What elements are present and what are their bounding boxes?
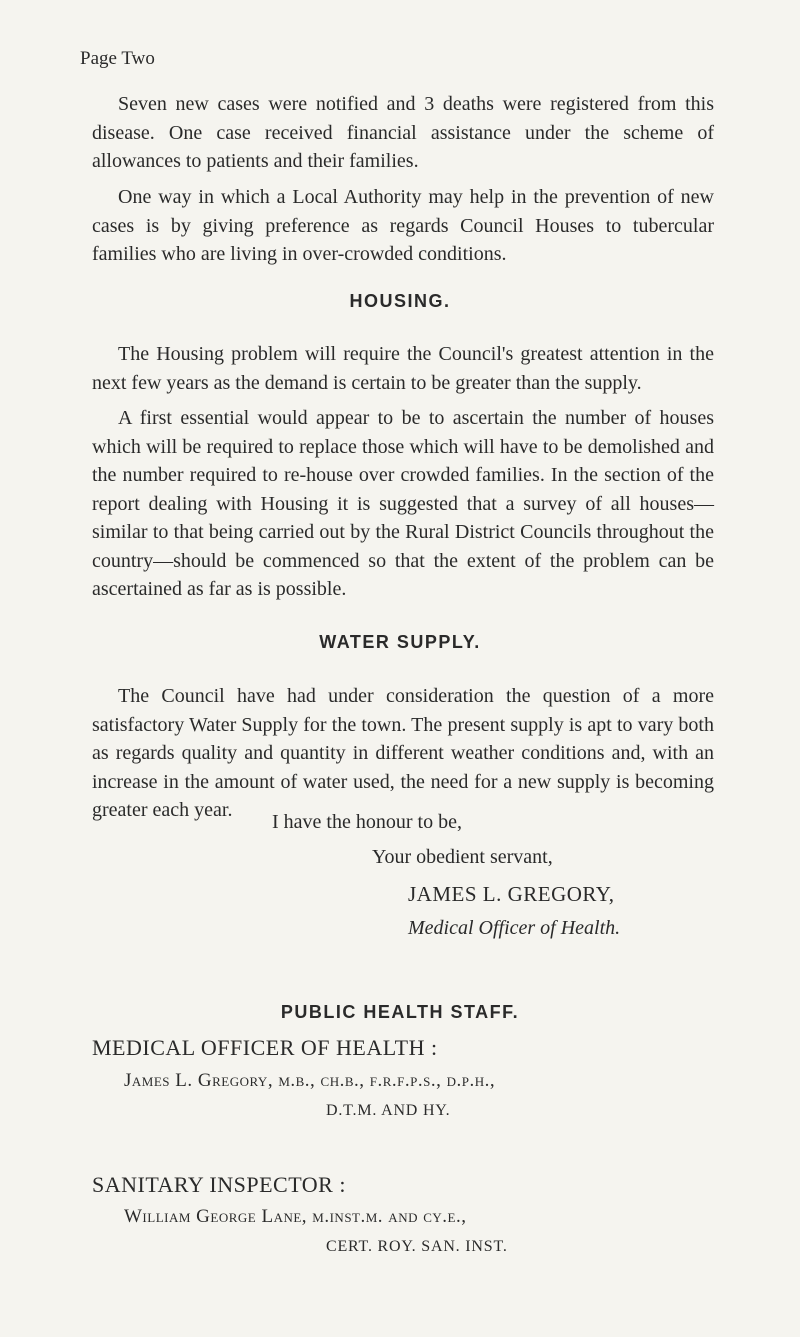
- si-title: SANITARY INSPECTOR :: [92, 1172, 346, 1197]
- page-label: Page Two: [80, 48, 155, 69]
- moh-qualifications: D.T.M. AND HY.: [326, 1102, 451, 1119]
- si-name: William George Lane, m.inst.m. and cy.e.,: [124, 1206, 467, 1227]
- housing-paragraph-1: The Housing problem will require the Council's greatest attention in the next few years as the demand is certain to be greater than the supply.: [92, 343, 714, 394]
- closing-honour: I have the honour to be,: [272, 811, 462, 833]
- signatory-name: JAMES L. GREGORY,: [408, 882, 615, 906]
- housing-paragraph-2: A first essential would appear to be to ascertain the number of houses which will be required to replace those which will have to be demolished and the number required to re-house over crowded families. In the section of the report dealing with Housing it is suggested that a survey of all houses—similar to that being carried out by the Rural District Councils throughout the country—should be commenced so that the extent of the problem can be ascertained as far as is possible.: [92, 407, 714, 600]
- water-supply-heading: WATER SUPPLY.: [319, 632, 481, 652]
- intro-paragraph-1: Seven new cases were notified and 3 deaths were registered from this disease. One case received financial assistance under the scheme of allowances to patients and their families.: [92, 93, 714, 172]
- si-qualifications: CERT. ROY. SAN. INST.: [326, 1238, 508, 1255]
- housing-heading: HOUSING.: [349, 291, 451, 311]
- moh-title: MEDICAL OFFICER OF HEALTH :: [92, 1035, 438, 1060]
- signatory-title: Medical Officer of Health.: [408, 917, 621, 939]
- moh-name: James L. Gregory, m.b., ch.b., f.r.f.p.s., d.p.h.,: [124, 1070, 496, 1091]
- water-supply-paragraph: The Council have had under consideration the question of a more satisfactory Water Supply for the town. The present supply is apt to vary both as regards quality and quantity in different weather conditions and, with an increase in the amount of water used, the need for a new supply is becoming greater each year.: [92, 685, 714, 821]
- closing-servant: Your obedient servant,: [372, 846, 553, 868]
- staff-heading: PUBLIC HEALTH STAFF.: [280, 1002, 520, 1022]
- intro-paragraph-2: One way in which a Local Authority may help in the prevention of new cases is by giving preference as regards Council Houses to tubercular families who are living in over-crowded conditions.: [92, 186, 714, 265]
